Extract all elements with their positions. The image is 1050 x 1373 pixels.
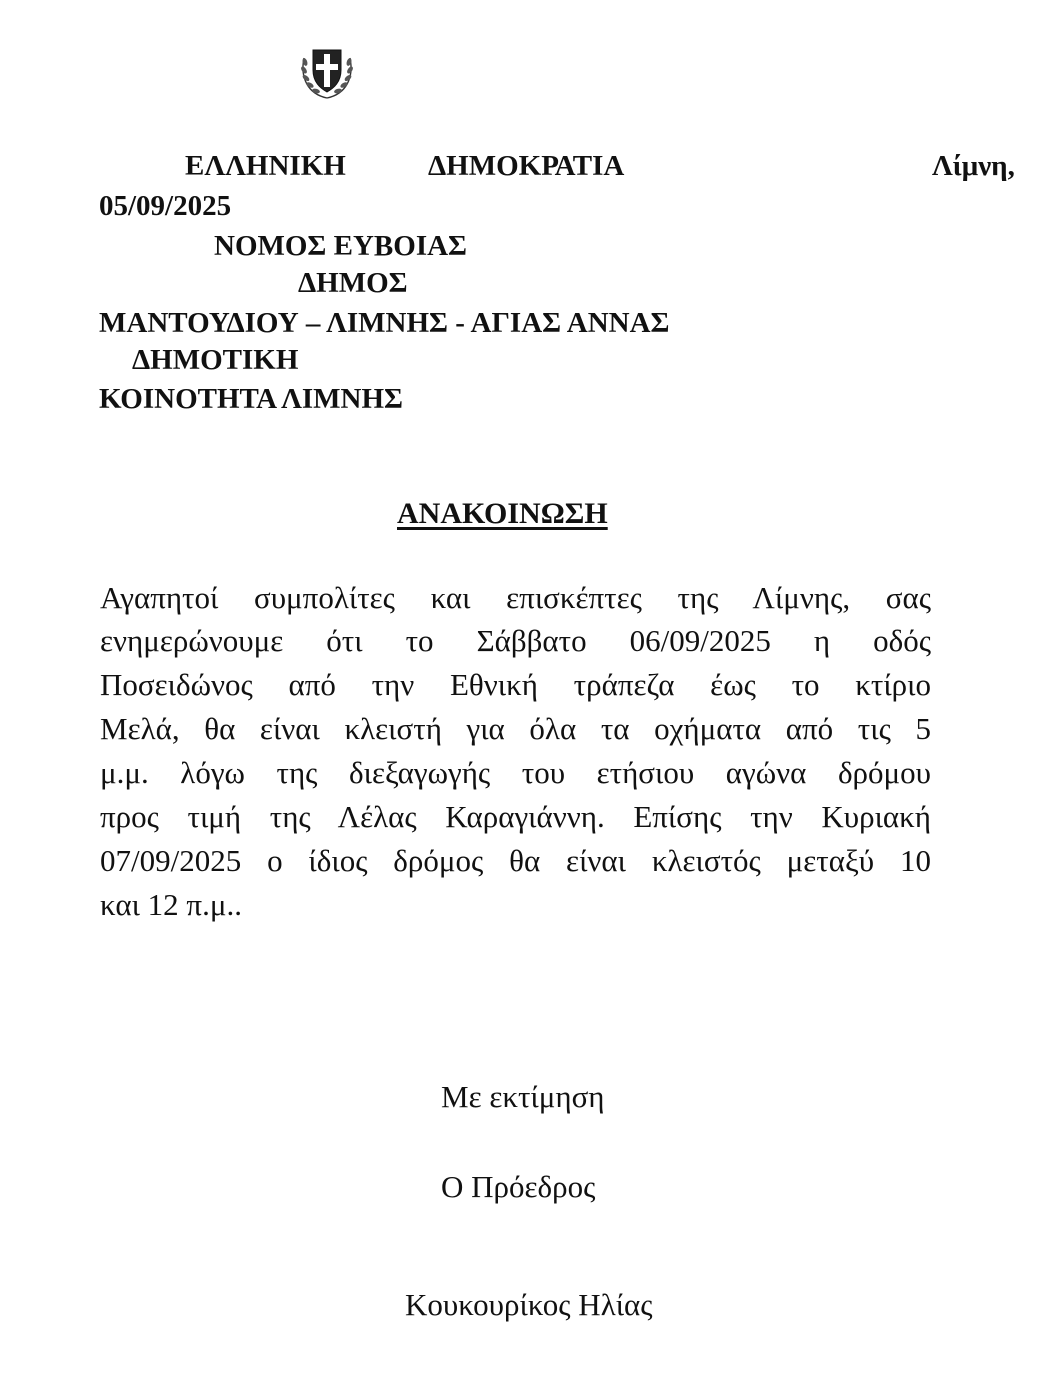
header-place: Λίμνη,: [932, 150, 1015, 182]
body-line: προς τιμή της Λέλας Καραγιάννη. Επίσης την Κυριακή: [100, 799, 931, 834]
header-prefecture: ΝΟΜΟΣ ΕΥΒΟΙΑΣ: [214, 230, 468, 262]
body-line: ενημερώνουμε ότι το Σάββατο 06/09/2025 η οδός: [100, 623, 931, 658]
header-community-name: ΚΟΙΝΟΤΗΤΑ ΛΙΜΝΗΣ: [99, 383, 403, 415]
signature-closing: Με εκτίμηση: [441, 1079, 605, 1114]
body-line: και 12 π.μ..: [100, 887, 242, 922]
header-date: 05/09/2025: [99, 190, 232, 222]
announcement-title: ΑΝΑΚΟΙΝΩΣΗ: [397, 497, 608, 530]
body-line: 07/09/2025 ο ίδιος δρόμος θα είναι κλειστός μεταξύ 10: [100, 843, 931, 878]
header-country-word-1: ΕΛΛΗΝΙΚΗ: [185, 150, 346, 182]
header-community-label: ΔΗΜΟΤΙΚΗ: [132, 344, 299, 376]
body-line: μ.μ. λόγω της διεξαγωγής του ετήσιου αγώνα δρόμου: [100, 755, 931, 790]
greek-coat-of-arms-icon: [296, 40, 358, 102]
body-line: Ποσειδώνος από την Εθνική τράπεζα έως το κτίριο: [100, 667, 931, 702]
signature-role: Ο Πρόεδρος: [441, 1169, 596, 1204]
signature-name: Κουκουρίκος Ηλίας: [405, 1287, 653, 1322]
body-line: Αγαπητοί συμπολίτες και επισκέπτες της Λίμνης, σας: [100, 580, 931, 615]
body-line: Μελά, θα είναι κλειστή για όλα τα οχήματα από τις 5: [100, 711, 931, 746]
header-country-word-2: ΔΗΜΟΚΡΑΤΙΑ: [428, 150, 625, 182]
header-municipality-label: ΔΗΜΟΣ: [298, 267, 408, 299]
header-municipality-name: ΜΑΝΤΟΥΔΙΟΥ – ΛΙΜΝΗΣ - ΑΓΙΑΣ ΑΝΝΑΣ: [99, 307, 670, 339]
